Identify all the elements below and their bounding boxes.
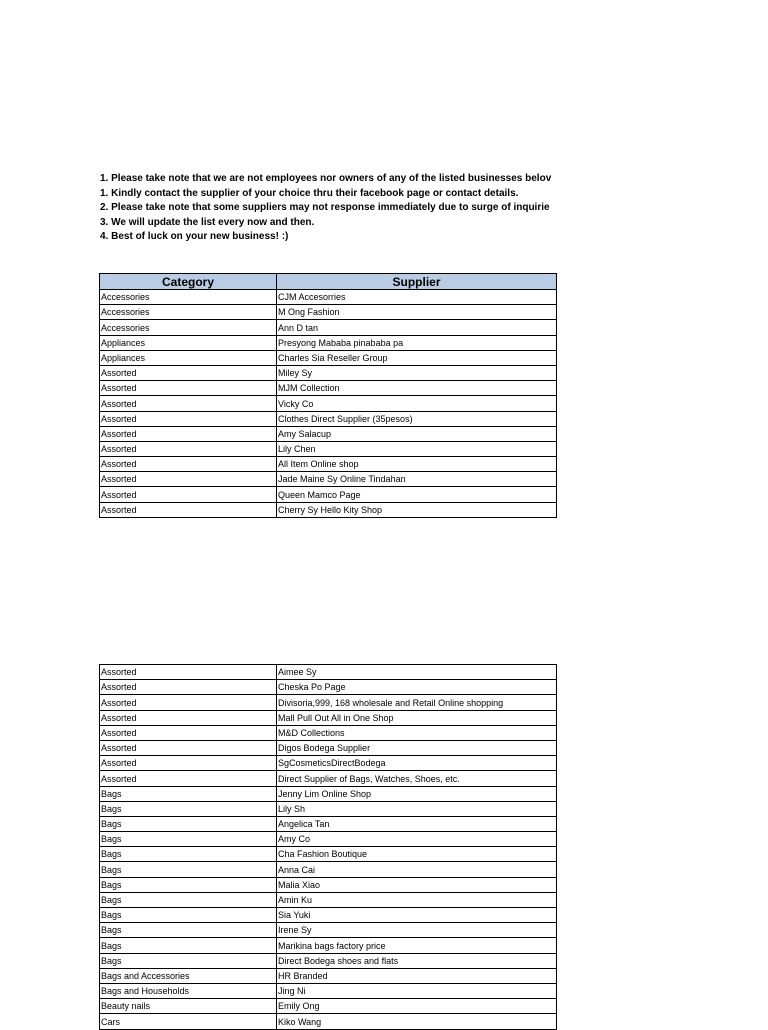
category-cell: Assorted xyxy=(100,771,277,786)
category-cell: Assorted xyxy=(100,411,277,426)
supplier-cell: Presyong Mababa pinababa pa xyxy=(277,335,557,350)
table-row xyxy=(100,381,557,396)
note-line: 3. We will update the list every now and then. xyxy=(100,216,315,228)
category-cell: Assorted xyxy=(100,665,277,680)
category-cell: Assorted xyxy=(100,396,277,411)
table-row xyxy=(100,365,557,380)
category-cell: Appliances xyxy=(100,350,277,365)
category-cell: Bags xyxy=(100,832,277,847)
category-cell: Assorted xyxy=(100,502,277,517)
category-cell: Bags xyxy=(100,862,277,877)
table-header-row xyxy=(100,274,557,290)
table-row xyxy=(100,953,557,968)
category-cell: Bags xyxy=(100,892,277,907)
table-row xyxy=(100,396,557,411)
table-row xyxy=(100,502,557,517)
supplier-table-2 xyxy=(99,664,557,1030)
table-row xyxy=(100,411,557,426)
supplier-cell: Queen Mamco Page xyxy=(277,487,557,502)
table-row xyxy=(100,350,557,365)
supplier-cell: Digos Bodega Supplier xyxy=(277,740,557,755)
table-row xyxy=(100,816,557,831)
table-row xyxy=(100,487,557,502)
supplier-cell: Amin Ku xyxy=(277,892,557,907)
supplier-cell: Aimee Sy xyxy=(277,665,557,680)
category-cell: Accessories xyxy=(100,290,277,305)
supplier-cell: Direct Supplier of Bags, Watches, Shoes, etc. xyxy=(277,771,557,786)
supplier-cell: Clothes Direct Supplier (35pesos) xyxy=(277,411,557,426)
supplier-table-1 xyxy=(99,273,557,518)
table-row xyxy=(100,801,557,816)
supplier-cell: Cherry Sy Hello Kity Shop xyxy=(277,502,557,517)
supplier-cell: Jade Maine Sy Online Tindahan xyxy=(277,472,557,487)
category-cell: Bags xyxy=(100,816,277,831)
category-cell: Assorted xyxy=(100,487,277,502)
table-row xyxy=(100,472,557,487)
table-row xyxy=(100,695,557,710)
note-line: 1. Please take note that we are not employees nor owners of any of the listed businesses belov xyxy=(100,173,552,184)
notes-block xyxy=(100,172,556,245)
supplier-cell: Sia Yuki xyxy=(277,908,557,923)
table-row xyxy=(100,756,557,771)
table-row xyxy=(100,1014,557,1029)
category-cell: Bags xyxy=(100,877,277,892)
supplier-cell: Anna Cai xyxy=(277,862,557,877)
category-cell: Accessories xyxy=(100,305,277,320)
category-cell: Assorted xyxy=(100,725,277,740)
table-row xyxy=(100,320,557,335)
table-row xyxy=(100,862,557,877)
supplier-cell: Malia Xiao xyxy=(277,877,557,892)
category-cell: Appliances xyxy=(100,335,277,350)
table-row xyxy=(100,710,557,725)
supplier-cell: Vicky Co xyxy=(277,396,557,411)
category-cell: Assorted xyxy=(100,365,277,380)
supplier-cell: M Ong Fashion xyxy=(277,305,557,320)
table-row xyxy=(100,441,557,456)
supplier-column-header: Supplier xyxy=(277,274,557,290)
category-cell: Bags xyxy=(100,786,277,801)
table-row xyxy=(100,832,557,847)
table-row xyxy=(100,771,557,786)
supplier-cell: Amy Salacup xyxy=(277,426,557,441)
category-cell: Assorted xyxy=(100,695,277,710)
table-row xyxy=(100,908,557,923)
category-cell: Assorted xyxy=(100,756,277,771)
category-cell: Assorted xyxy=(100,472,277,487)
table-row xyxy=(100,847,557,862)
supplier-cell: Mall Pull Out All in One Shop xyxy=(277,710,557,725)
supplier-cell: Charles Sia Reseller Group xyxy=(277,350,557,365)
supplier-cell: HR Branded xyxy=(277,968,557,983)
table-row xyxy=(100,725,557,740)
category-cell: Bags xyxy=(100,923,277,938)
table-row xyxy=(100,786,557,801)
category-cell: Assorted xyxy=(100,426,277,441)
table-row xyxy=(100,457,557,472)
supplier-cell: Divisoria,999, 168 wholesale and Retail Online shopping xyxy=(277,695,557,710)
category-cell: Bags and Households xyxy=(100,983,277,998)
supplier-cell: CJM Accesorries xyxy=(277,290,557,305)
supplier-cell: SgCosmeticsDirectBodega xyxy=(277,756,557,771)
category-cell: Accessories xyxy=(100,320,277,335)
supplier-cell: Lily Chen xyxy=(277,441,557,456)
category-cell: Assorted xyxy=(100,710,277,725)
table-row xyxy=(100,305,557,320)
supplier-cell: Angelica Tan xyxy=(277,816,557,831)
table-row xyxy=(100,999,557,1014)
table-row xyxy=(100,335,557,350)
supplier-cell: Miley Sy xyxy=(277,365,557,380)
table-row xyxy=(100,983,557,998)
table-row xyxy=(100,290,557,305)
table-row xyxy=(100,923,557,938)
note-line: 1. Kindly contact the supplier of your choice thru their facebook page or contact details. xyxy=(100,187,519,199)
supplier-cell: Lily Sh xyxy=(277,801,557,816)
category-column-header: Category xyxy=(100,274,277,290)
supplier-cell: Emily Ong xyxy=(277,999,557,1014)
category-cell: Bags xyxy=(100,953,277,968)
category-cell: Assorted xyxy=(100,740,277,755)
supplier-cell: Cheska Po Page xyxy=(277,680,557,695)
supplier-cell: Irene Sy xyxy=(277,923,557,938)
supplier-cell: Jing Ni xyxy=(277,983,557,998)
category-cell: Bags and Accessories xyxy=(100,968,277,983)
supplier-cell: All Item Online shop xyxy=(277,457,557,472)
category-cell: Bags xyxy=(100,908,277,923)
table-row xyxy=(100,968,557,983)
table-row xyxy=(100,426,557,441)
category-cell: Assorted xyxy=(100,381,277,396)
supplier-cell: Amy Co xyxy=(277,832,557,847)
category-cell: Bags xyxy=(100,801,277,816)
supplier-cell: Cha Fashion Boutique xyxy=(277,847,557,862)
supplier-cell: Jenny Lim Online Shop xyxy=(277,786,557,801)
category-cell: Beauty nails xyxy=(100,999,277,1014)
table-row xyxy=(100,665,557,680)
supplier-cell: Kiko Wang xyxy=(277,1014,557,1029)
table-row xyxy=(100,877,557,892)
supplier-cell: M&D Collections xyxy=(277,725,557,740)
table-row xyxy=(100,938,557,953)
category-cell: Assorted xyxy=(100,680,277,695)
table-row xyxy=(100,680,557,695)
category-cell: Bags xyxy=(100,938,277,953)
category-cell: Cars xyxy=(100,1014,277,1029)
supplier-cell: Direct Bodega shoes and flats xyxy=(277,953,557,968)
supplier-cell: Ann D tan xyxy=(277,320,557,335)
category-cell: Assorted xyxy=(100,457,277,472)
table-row xyxy=(100,892,557,907)
supplier-cell: MJM Collection xyxy=(277,381,557,396)
supplier-cell: Marikina bags factory price xyxy=(277,938,557,953)
category-cell: Bags xyxy=(100,847,277,862)
note-line: 4. Best of luck on your new business! :) xyxy=(100,231,289,243)
note-line: 2. Please take note that some suppliers may not response immediately due to surge of inquirie xyxy=(100,202,550,214)
category-cell: Assorted xyxy=(100,441,277,456)
table-row xyxy=(100,740,557,755)
